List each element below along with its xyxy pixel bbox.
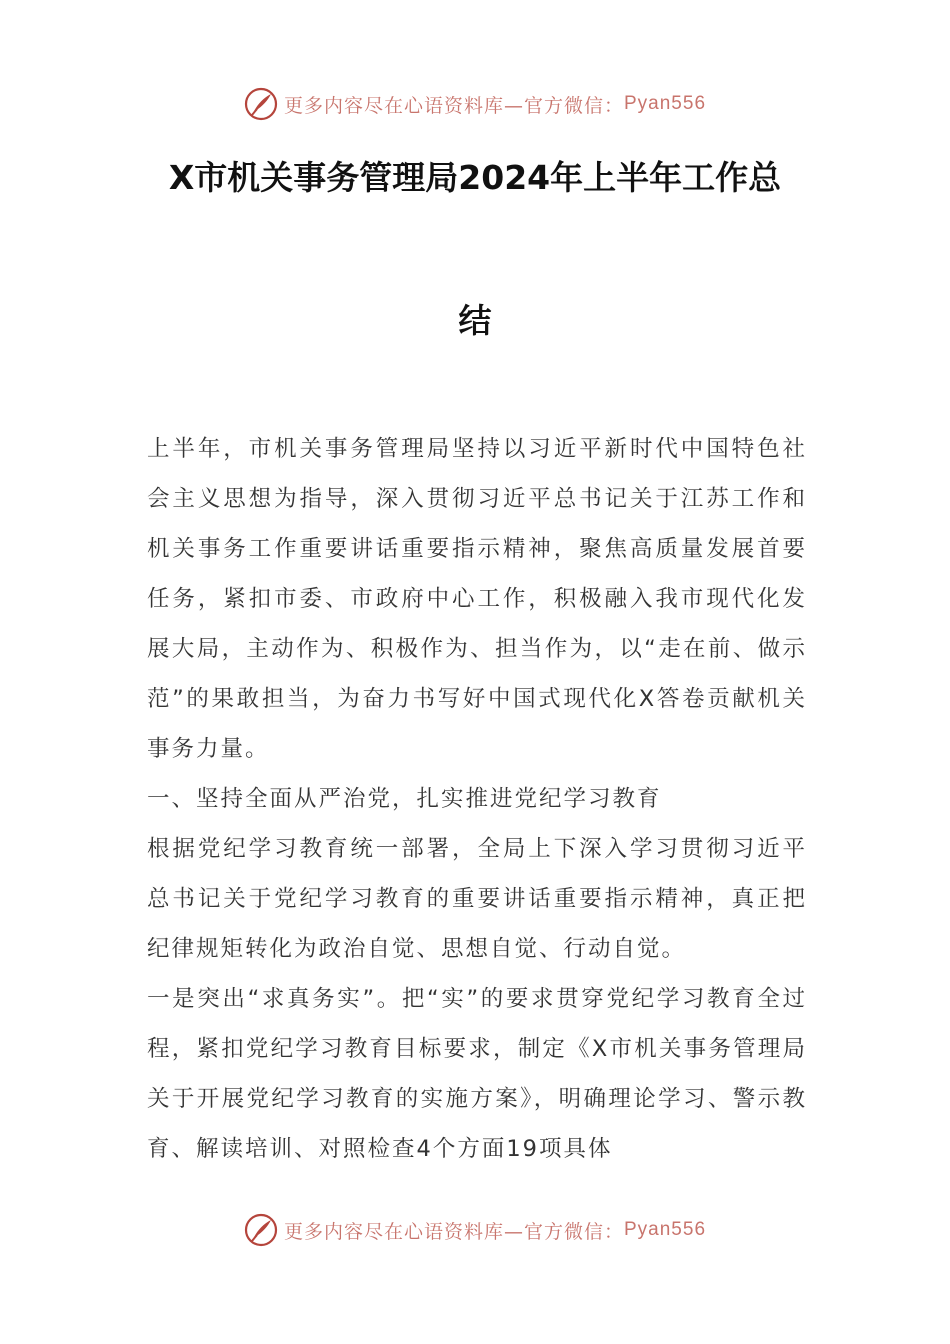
document-title-line-2: 结 (458, 301, 492, 340)
watermark-text: 更多内容尽在心语资料库—官方微信： (283, 94, 624, 117)
body-paragraph: 一是突出“求真务实”。把“实”的要求贯穿党纪学习教育全过程，紧扣党纪学习教育目标要求，制定《X市机关事务管理局关于开展党纪学习教育的实施方案》，明确理论学习、警示教育、解读培训、对照检查4个方面19项具体 (147, 986, 807, 1162)
intro-paragraph: 上半年，市机关事务管理局坚持以习近平新时代中国特色社会主义思想为指导，深入贯彻习近平总书记关于江苏工作和机关事务工作重要讲话重要指示精神，聚焦高质量发展首要任务，紧扣市委、市政府中心工作，积极融入我市现代化发展大局，主动作为、积极作为、担当作为，以“走在前、做示范”的果敢担当，为奋力书写好中国式现代化X答卷贡献机关事务力量。 (147, 436, 807, 762)
quill-pen-logo-icon (244, 87, 278, 121)
section-heading-1: 一、坚持全面从严治党，扎实推进党纪学习教育 (147, 786, 662, 812)
watermark-text: 更多内容尽在心语资料库—官方微信： (283, 1220, 624, 1243)
document-title-line-1: X市机关事务管理局2024年上半年工作总 (168, 158, 782, 197)
watermark-wechat-id: Pyan556 (624, 1219, 707, 1240)
quill-pen-logo-icon (244, 1213, 278, 1247)
document-body (147, 424, 807, 1174)
watermark-footer (0, 1210, 950, 1250)
watermark-header (0, 84, 950, 124)
body-paragraph: 根据党纪学习教育统一部署，全局上下深入学习贯彻习近平总书记关于党纪学习教育的重要讲话重要指示精神，真正把纪律规矩转化为政治自觉、思想自觉、行动自觉。 (147, 836, 807, 962)
watermark-wechat-id: Pyan556 (624, 93, 707, 114)
